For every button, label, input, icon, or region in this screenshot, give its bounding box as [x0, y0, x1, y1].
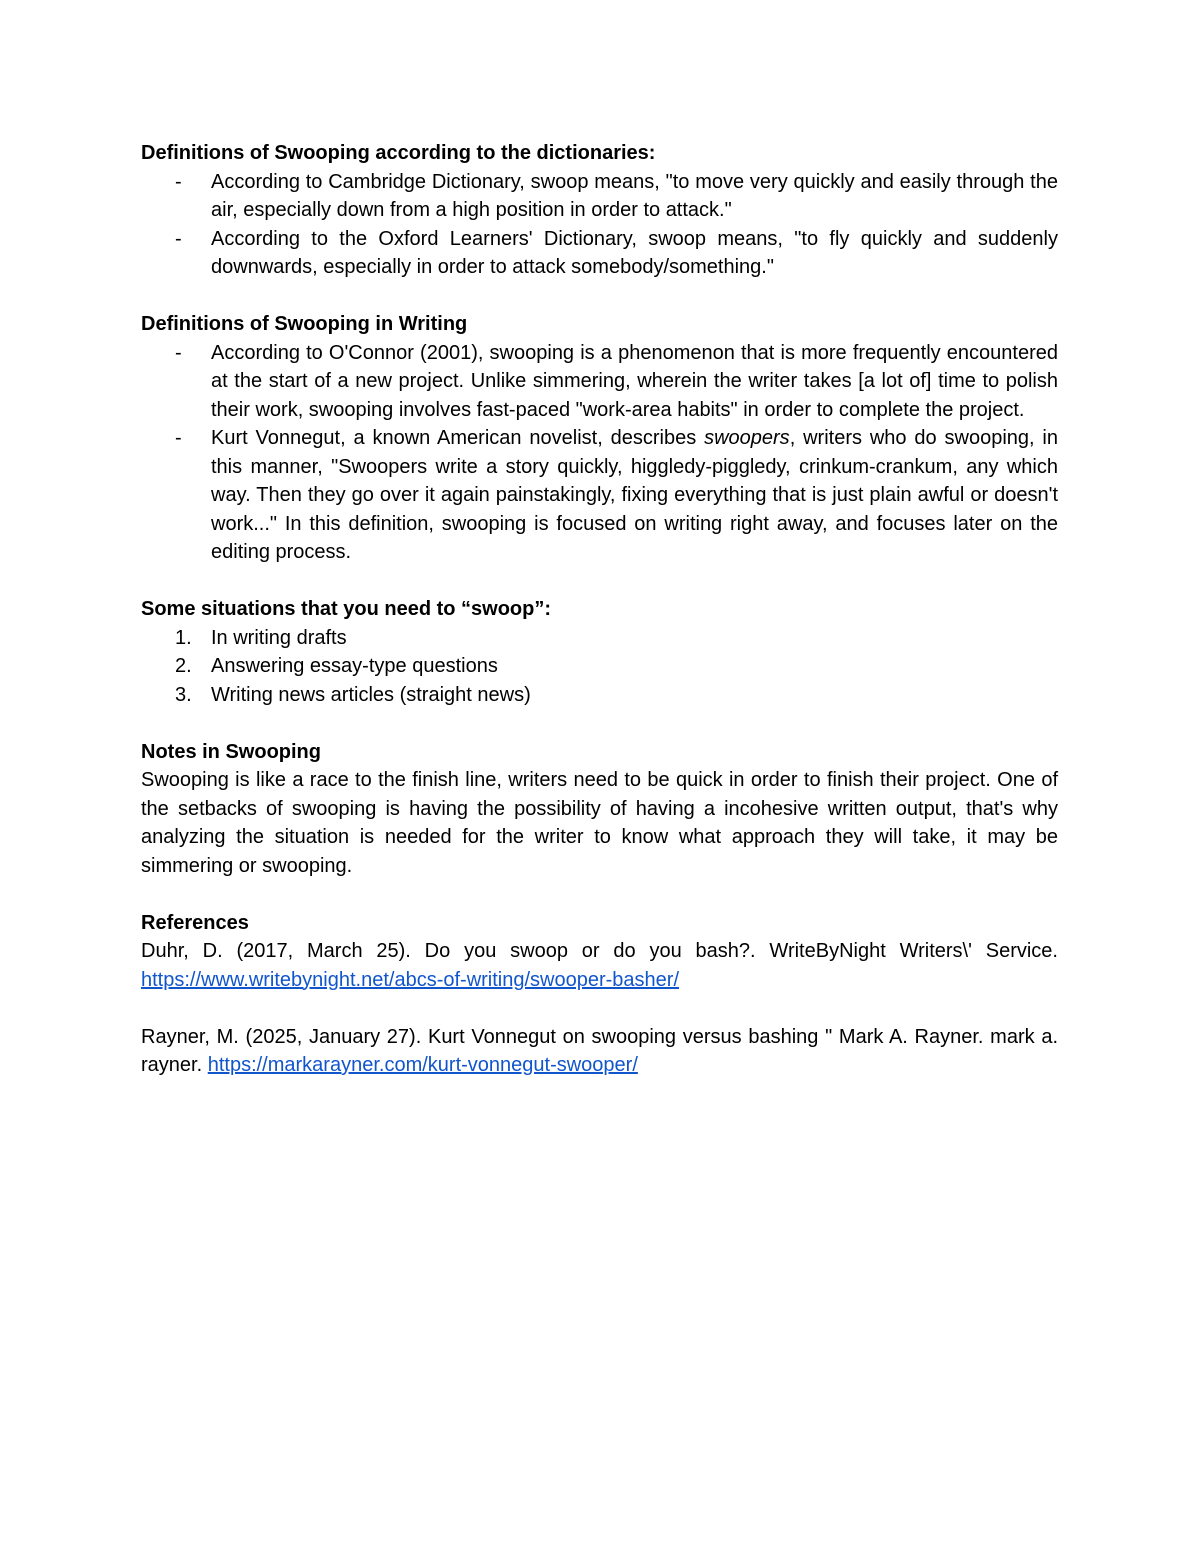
oxford-definition: According to the Oxford Learners' Dictionary, swoop means, "to fly quickly and suddenly downwards, especially in order to attack somebody/something." [211, 227, 1058, 278]
cambridge-definition: According to Cambridge Dictionary, swoop means, "to move very quickly and easily through the air, especially down from a high position in order to attack." [211, 170, 1058, 221]
notes-heading: Notes in Swooping [141, 740, 321, 763]
bullet-dash: - [175, 341, 182, 364]
writing-definitions-heading: Definitions of Swooping in Writing [141, 313, 468, 335]
references-heading: References [141, 911, 249, 934]
list-item [141, 339, 1058, 425]
list-number: 1. [175, 626, 192, 649]
reference-link[interactable]: https://markarayner.com/kurt-vonnegut-swooper/ [207, 1054, 638, 1076]
references-section [141, 909, 1058, 1080]
bullet-dash: - [175, 427, 182, 449]
dictionary-definitions-section [141, 139, 1058, 282]
reference-entry [141, 937, 1058, 994]
reference-citation: Duhr, D. (2017, March 25). Do you swoop or do you bash?. WriteByNight Writers\' Service. [141, 940, 1058, 962]
bullet-dash: - [175, 227, 182, 250]
list-number: 3. [175, 683, 192, 706]
list-item [141, 624, 1058, 653]
bullet-dash: - [175, 170, 182, 193]
list-item [141, 681, 1058, 710]
reference-spacer [141, 994, 1058, 1023]
dictionary-definitions-heading: Definitions of Swooping according to the dictionaries: [141, 142, 656, 164]
oconnor-definition: According to O'Connor (2001), swooping is a phenomenon that is more frequently encountered at the start of a new project. Unlike simmering, wherein the writer takes [a lot of] time to polish their work, swooping involves fast-paced "work-area habits" in order to complete the project. [211, 341, 1058, 421]
vonnegut-definition-start: Kurt Vonnegut, a known American novelist, describes [211, 427, 705, 449]
list-item [141, 168, 1058, 225]
list-item [141, 652, 1058, 681]
vonnegut-definition-end: , writers who do swooping, in this manner, "Swoopers write a story quickly, higgledy-piggledy, crinkum-crankum, any which way. Then they go over it again painstakingly, fixing everything that is just plain awful or doesn't work..." In this definition, swooping is focused on writing right away, and focuses later on the editing process. [211, 427, 1058, 563]
list-item [141, 225, 1058, 282]
list-number: 2. [175, 655, 192, 677]
reference-citation: Rayner, M. (2025, January 27). Kurt Vonnegut on swooping versus bashing " Mark A. Rayner. mark a. rayner. [141, 1025, 1058, 1076]
reference-link[interactable]: https://www.writebynight.net/abcs-of-writing/swooper-basher/ [141, 968, 680, 991]
writing-definitions-section [141, 310, 1058, 567]
document-page [141, 139, 1058, 1108]
situation-text: Writing news articles (straight news) [211, 683, 531, 706]
situations-heading: Some situations that you need to “swoop”: [141, 598, 552, 620]
list-item [141, 424, 1058, 567]
reference-entry [141, 1023, 1058, 1080]
situation-text: Answering essay-type questions [211, 655, 498, 677]
swoopers-term: swoopers [704, 427, 790, 449]
notes-section [141, 738, 1058, 881]
situations-section [141, 595, 1058, 709]
situation-text: In writing drafts [211, 626, 347, 649]
notes-body: Swooping is like a race to the finish line, writers need to be quick in order to finish their project. One of the setbacks of swooping is having the possibility of having a incohesive written output, that's why analyzing the situation is needed for the writer to know what approach they will take, it may be simmering or swooping. [141, 769, 1058, 877]
